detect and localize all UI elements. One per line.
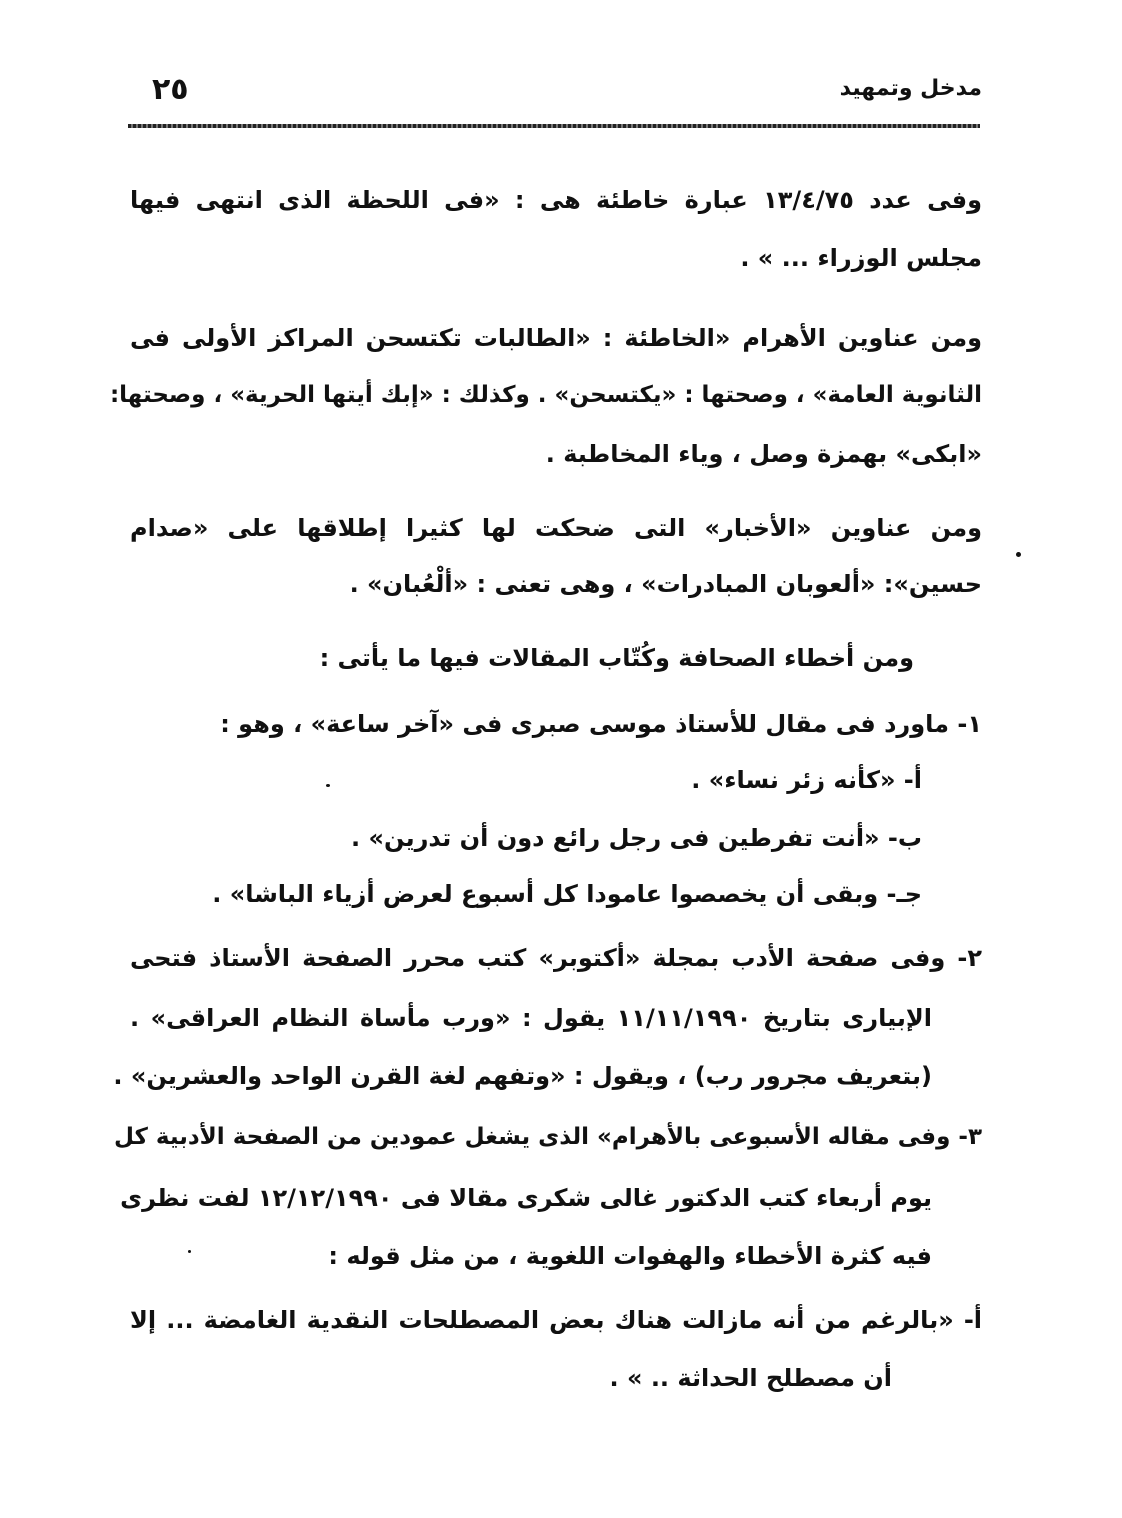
list-item-continuation: يوم أربعاء كتب الدكتور غالى شكرى مقالا فى ١٢/١٢/١٩٩٠ لفت نظرى [120, 1184, 932, 1212]
list-item-continuation: فيه كثرة الأخطاء والهفوات اللغوية ، من مثل قوله : [328, 1242, 932, 1270]
list-item-continuation: الإبيارى بتاريخ ١١/١١/١٩٩٠ يقول : «ورب مأساة النظام العراقى» . [130, 1004, 932, 1032]
header-rule [128, 124, 980, 128]
text-line: ومن عناوين «الأخبار» التى ضحكت لها كثيرا إطلاقها على «صدام [130, 514, 982, 542]
chapter-title: مدخل وتمهيد [839, 76, 982, 101]
text-line: حسين»: «ألعوبان المبادرات» ، وهى تعنى : «ألْعُبان» . [349, 570, 982, 598]
text-line: وفى عدد ١٣/٤/٧٥ عبارة خاطئة هى : «فى اللحظة الذى انتهى فيها [130, 186, 983, 214]
text-line: «ابكى» بهمزة وصل ، وياء المخاطبة . [545, 440, 982, 468]
list-item: ١- ماورد فى مقال للأستاذ موسى صبرى فى «آخر ساعة» ، وهو : [220, 710, 982, 738]
scan-speck [326, 784, 330, 787]
text-line: الثانوية العامة» ، وصحتها : «يكتسحن» . وكذلك : «إبك أيتها الحرية» ، وصحتها: [109, 382, 982, 408]
scan-speck [188, 1250, 191, 1253]
page-number: ٢٥ [152, 72, 189, 107]
scan-speck [1016, 552, 1021, 557]
list-item: ٢- وفى صفحة الأدب بمجلة «أكتوبر» كتب محرر الصفحة الأستاذ فتحى [130, 944, 982, 972]
list-subitem-continuation: أن مصطلح الحداثة .. » . [609, 1364, 892, 1392]
list-item: ٣- وفى مقاله الأسبوعى بالأهرام» الذى يشغل عمودين من الصفحة الأدبية كل [113, 1124, 982, 1150]
list-item-continuation: (بتعريف مجرور رب) ، ويقول : «وتفهم لغة القرن الواحد والعشرين» . [113, 1062, 932, 1090]
list-subitem: ب- «أنت تفرطين فى رجل رائع دون أن تدرين» . [351, 824, 922, 852]
text-line: ومن أخطاء الصحافة وكُتّاب المقالات فيها ما يأتى : [319, 644, 914, 672]
text-line: ومن عناوين الأهرام «الخاطئة : «الطالبات تكتسحن المراكز الأولى فى [130, 324, 982, 352]
text-line: مجلس الوزراء ... » . [740, 244, 982, 272]
list-subitem: أ- «كأنه زئر نساء» . [691, 766, 922, 794]
list-subitem: أ- «بالرغم من أنه مازالت هناك بعض المصطلحات النقدية الغامضة ... إلا [130, 1306, 982, 1334]
list-subitem: جـ- وبقى أن يخصصوا عامودا كل أسبوع لعرض أزياء الباشا» . [212, 880, 922, 908]
